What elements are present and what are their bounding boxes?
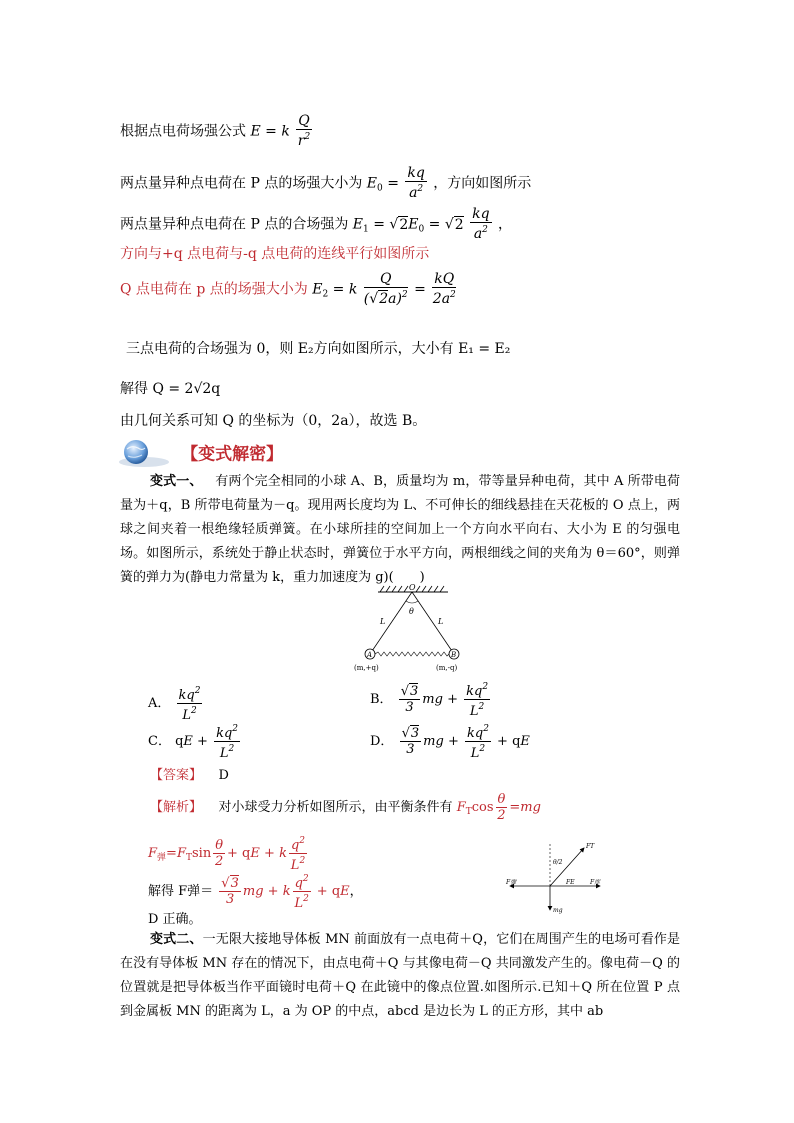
figure-right-length: L — [438, 617, 444, 626]
figure-left-length: L — [380, 617, 386, 626]
force-label-mg: mg — [553, 907, 563, 914]
section-heading: 【变式解密】 — [118, 436, 283, 468]
figure-angle-label: θ — [409, 607, 414, 616]
globe-icon — [118, 436, 176, 468]
figure-ball-b: B — [451, 651, 457, 659]
figure-ball-a: A — [367, 651, 373, 659]
force-label-coulomb: F库 — [590, 879, 601, 886]
analysis-conclusion: D 正确。 — [148, 912, 202, 927]
force-label-ft: FT — [586, 843, 595, 850]
option-a[interactable]: A． $\frac{kq^2}{L^2}$ — [148, 686, 201, 723]
analysis-line-3: 解得 F弹＝ $\frac{√3}{3}$ mg + k $\frac{q^2}{L^2}$ + qE， — [148, 874, 363, 911]
formula-line-1: 根据点电荷场强公式 E = k $\frac{Q}{r^2}$ — [120, 113, 311, 149]
analysis-line-1: 【解析】 对小球受力分析如图所示，由平衡条件有 $F_T\cos$ $\frac{\theta}{2}$ =mg — [150, 792, 541, 823]
formula-line-7: 解得 Q = 2√2q — [120, 381, 221, 397]
option-b[interactable]: B． $\frac{√3}{3}$ mg + $\frac{kq^2}{L^2}$ — [370, 682, 489, 719]
figure-ball-b-charge: (m,-q) — [436, 664, 458, 672]
formula-line-4: 方向与+q 点电荷与-q 点电荷的连线平行如图所示 — [120, 246, 430, 262]
figure-ball-a-charge: (m,+q) — [354, 664, 379, 672]
formula-line-2: 两点量异种点电荷在 P 点的场强大小为 $E_0$ = $\frac{kq}{a^2}$ ，方向如图所示 — [120, 165, 532, 201]
variant1-paragraph: 变式一、 有两个完全相同的小球 A、B，质量均为 m，带等量异种电荷，其中 A 所带电荷量为＋q，B 所带电荷量为－q。现用两长度均为 L、不可伸长的细线悬挂在天花板的 O 点上，两球之间夹着一根绝缘轻质弹簧。在小球所挂的空间加上一个方向水平向右、大小为 E 的匀强电场。如图所示，系统处于静止状态时，弹簧位于水平方向，两根细线之间的夹角为 θ＝60°，则弹簧的弹力为(静电力常量为 k，重力加速度为 g)( ) — [120, 474, 680, 585]
formula-line-8: 由几何关系可知 Q 的坐标为（0，2a），故选 B。 — [120, 413, 427, 429]
formula-line-6: 三点电荷的合场强为 0，则 E₂方向如图所示，大小有 E₁ = E₂ — [126, 341, 511, 357]
variant1-figure — [340, 582, 480, 674]
force-label-fe: FE — [566, 879, 575, 886]
force-label-theta: θ/2 — [553, 859, 563, 866]
option-c[interactable]: C． qE + $\frac{kq^2}{L^2}$ — [148, 724, 239, 761]
answer-line: 【答案】 D — [150, 768, 229, 783]
variant2-paragraph: 变式二、一无限大接地导体板 MN 前面放有一点电荷＋Q，它们在周围产生的电场可看作是在没有导体板 MN 存在的情况下，由点电荷＋Q 与其像电荷－Q 共同激发产生的。像电荷－Q 的位置就是把导体板当作平面镜时电荷＋Q 在此镜中的像点位置.如图所示.已知＋Q 所在位置 P 点到金属板 MN 的距离为 L，a 为 OP 的中点，abcd 是边长为 L 的正方形，其中 ab — [120, 932, 680, 1019]
analysis-line-2: $F_弹=F_T\sin$ $\frac{\theta}{2}$ + qE + k $\frac{q^2}{L^2}$ — [148, 836, 306, 873]
figure-label-o: O — [409, 583, 416, 592]
option-d[interactable]: D． $\frac{√3}{3}$ mg + $\frac{kq^2}{L^2}$ + qE — [370, 724, 530, 761]
force-diagram — [500, 838, 612, 916]
force-label-spring: F弹 — [506, 879, 517, 886]
formula-line-5: Q 点电荷在 p 点的场强大小为 $E_2 = k$ $\frac{Q}{(√2a)^2}$ = $\frac{kQ}{2a^2}$ — [120, 271, 456, 307]
formula-line-3: 两点量异种点电荷在 P 点的合场强为 $E_1 = √2E_0 = √2$ $\frac{kq}{a^2}$ ， — [120, 206, 513, 242]
